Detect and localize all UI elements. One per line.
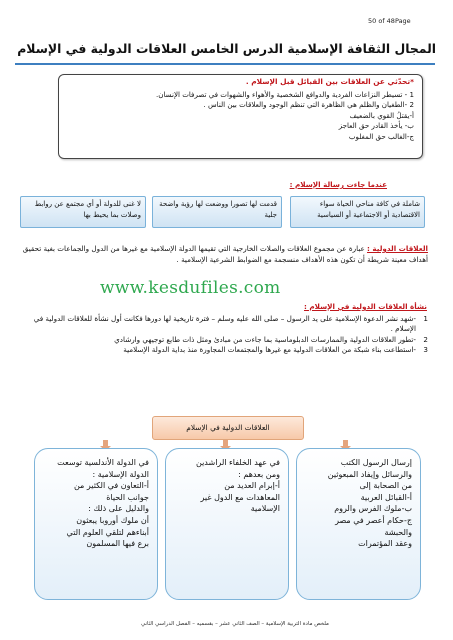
watermark: www.kesdufiles.com — [100, 278, 281, 298]
pre-islam-line: ج-الغالب حق المغلوب — [348, 131, 414, 141]
title-divider — [15, 63, 435, 65]
diagram-line: ب-ملوك الفرس والروم — [334, 504, 412, 514]
page-footer: ملخص مادة التربية الإسلامية – الصف الثاني عشر – بقسميه – الفصل الدراسي الثاني — [141, 621, 329, 627]
diagram-line: والرسائل وإيفاد المبعوثين — [327, 469, 412, 479]
diagram-line: برع فيها المسلمون — [86, 539, 149, 549]
diagram-line: ومن بعدهم : — [238, 469, 280, 479]
diagram-line: والدليل على ذلك : — [88, 504, 149, 514]
list-item — [20, 345, 428, 355]
feature-box-vision: قدمت لها تصورا ووضعت لها رؤية واضحة جلية — [152, 196, 282, 228]
diagram-line: أبناءهم لتلقي العلوم التي — [66, 527, 149, 537]
diagram-line: في عهد الخلفاء الراشدين — [195, 458, 280, 467]
diagram-line: أ-القبائل العربية — [360, 492, 412, 502]
definition-text: عبارة عن مجموع العلاقات والصلات الخارجية التي تقيمها الدولة الإسلامية مع غيرها من الدول والجماعات بغية تحقيق أهداف معينة شريطة أن تكون هذه الأهداف منسجمة مع الضوابط الشرعية الإسلامية . — [22, 244, 428, 264]
diagram-line: المعاهدات مع الدول غير — [200, 492, 280, 502]
diagram-line: أ-إبرام العديد من — [224, 481, 280, 491]
diagram-line: ج-حكام أعصر في مصر — [335, 515, 412, 525]
list-number: 1 — [423, 314, 428, 323]
diagram-line: وعقد المؤتمرات — [358, 539, 412, 549]
feature-box-comprehensive: شاملة في كافة مناحي الحياة سواء الاقتصادية أو الاجتماعية أو السياسية — [290, 196, 425, 228]
list-text: -استطاعت بناء شبكة من العلاقات الدولية مع غيرها والمجتمعات المجاورة منذ بداية الدولة الإسلامية — [123, 345, 416, 355]
list-text: -تطور العلاقات الدولية والممارسات الدبلوماسية بما جاءت من مبادئ ومثل ذات طابع توجيهي وارشادي — [114, 334, 416, 344]
list-number: 2 — [423, 334, 428, 344]
diagram-line: من الصحابة إلى — [359, 481, 412, 491]
pre-islam-body — [64, 90, 414, 142]
diagram-center-node: العلاقات الدولية في الإسلام — [152, 416, 304, 440]
diagram-col-caliphs — [165, 448, 289, 600]
list-text: -شهد نشر الدعوة الإسلامية على يد الرسول – صلى الله عليه وسلم – فترة تاريخية لها دورها فكانت أول نشأة للعلاقات الدولية في الإسلام . — [33, 314, 416, 334]
list-item — [20, 314, 428, 335]
pre-islam-heading: *تحدّثي عن العلاقات بين القبائل قبل الإسلام . — [245, 77, 414, 86]
diagram-line: إرسال الرسول الكتب — [340, 458, 412, 467]
origin-heading: نشأة العلاقات الدولية في الإسلام : — [303, 302, 427, 311]
pre-islam-line: أ-يقتلُ القوي بالضعيف — [349, 110, 414, 120]
pre-islam-relations-box — [58, 74, 423, 159]
pre-islam-line: ب- يأخذ القادر حق العاجز — [338, 121, 414, 131]
feature-box-relations: لا غنى للدولة أو أي مجتمع عن روابط وصلات بما يحيط بها — [20, 196, 146, 228]
page-title: المجال الثقافة الإسلامية الدرس الخامس العلاقات الدولية في الإسلام — [17, 41, 436, 56]
diagram-col-prophet — [296, 448, 421, 600]
definition-paragraph — [20, 244, 428, 265]
definition-label: العلاقات الدولية : — [367, 244, 428, 253]
page-number: 50 of 48Page — [368, 17, 411, 25]
pre-islam-line: 2 -الطغيان والظلم هي الظاهرة التي تنظم الوجود والعلاقات بين الناس . — [203, 100, 414, 110]
diagram-line: أن ملوك أوروبا يبعثون — [76, 515, 149, 525]
diagram-line: الإسلامية — [250, 504, 280, 514]
diagram-col-andalusia — [34, 448, 158, 600]
diagram-line: في الدولة الأندلسية توسعت — [57, 458, 149, 467]
list-number: 3 — [423, 345, 428, 355]
list-item — [20, 335, 428, 345]
diagram-line: جوانب الحياة — [106, 492, 149, 502]
diagram-line: أ-التعاون في الكثير من — [73, 481, 149, 491]
pre-islam-line: 1 - تسيطر النزاعات الفردية والدوافع الشخصية والأهواء والشهوات في تصرفات الإنسان. — [156, 90, 414, 99]
diagram-line: الدولة الإسلامية : — [92, 469, 149, 479]
origin-list — [20, 314, 428, 356]
islam-message-heading: عندما جاءت رسالة الإسلام : — [289, 180, 387, 189]
diagram-line: والحبشة — [384, 527, 412, 537]
